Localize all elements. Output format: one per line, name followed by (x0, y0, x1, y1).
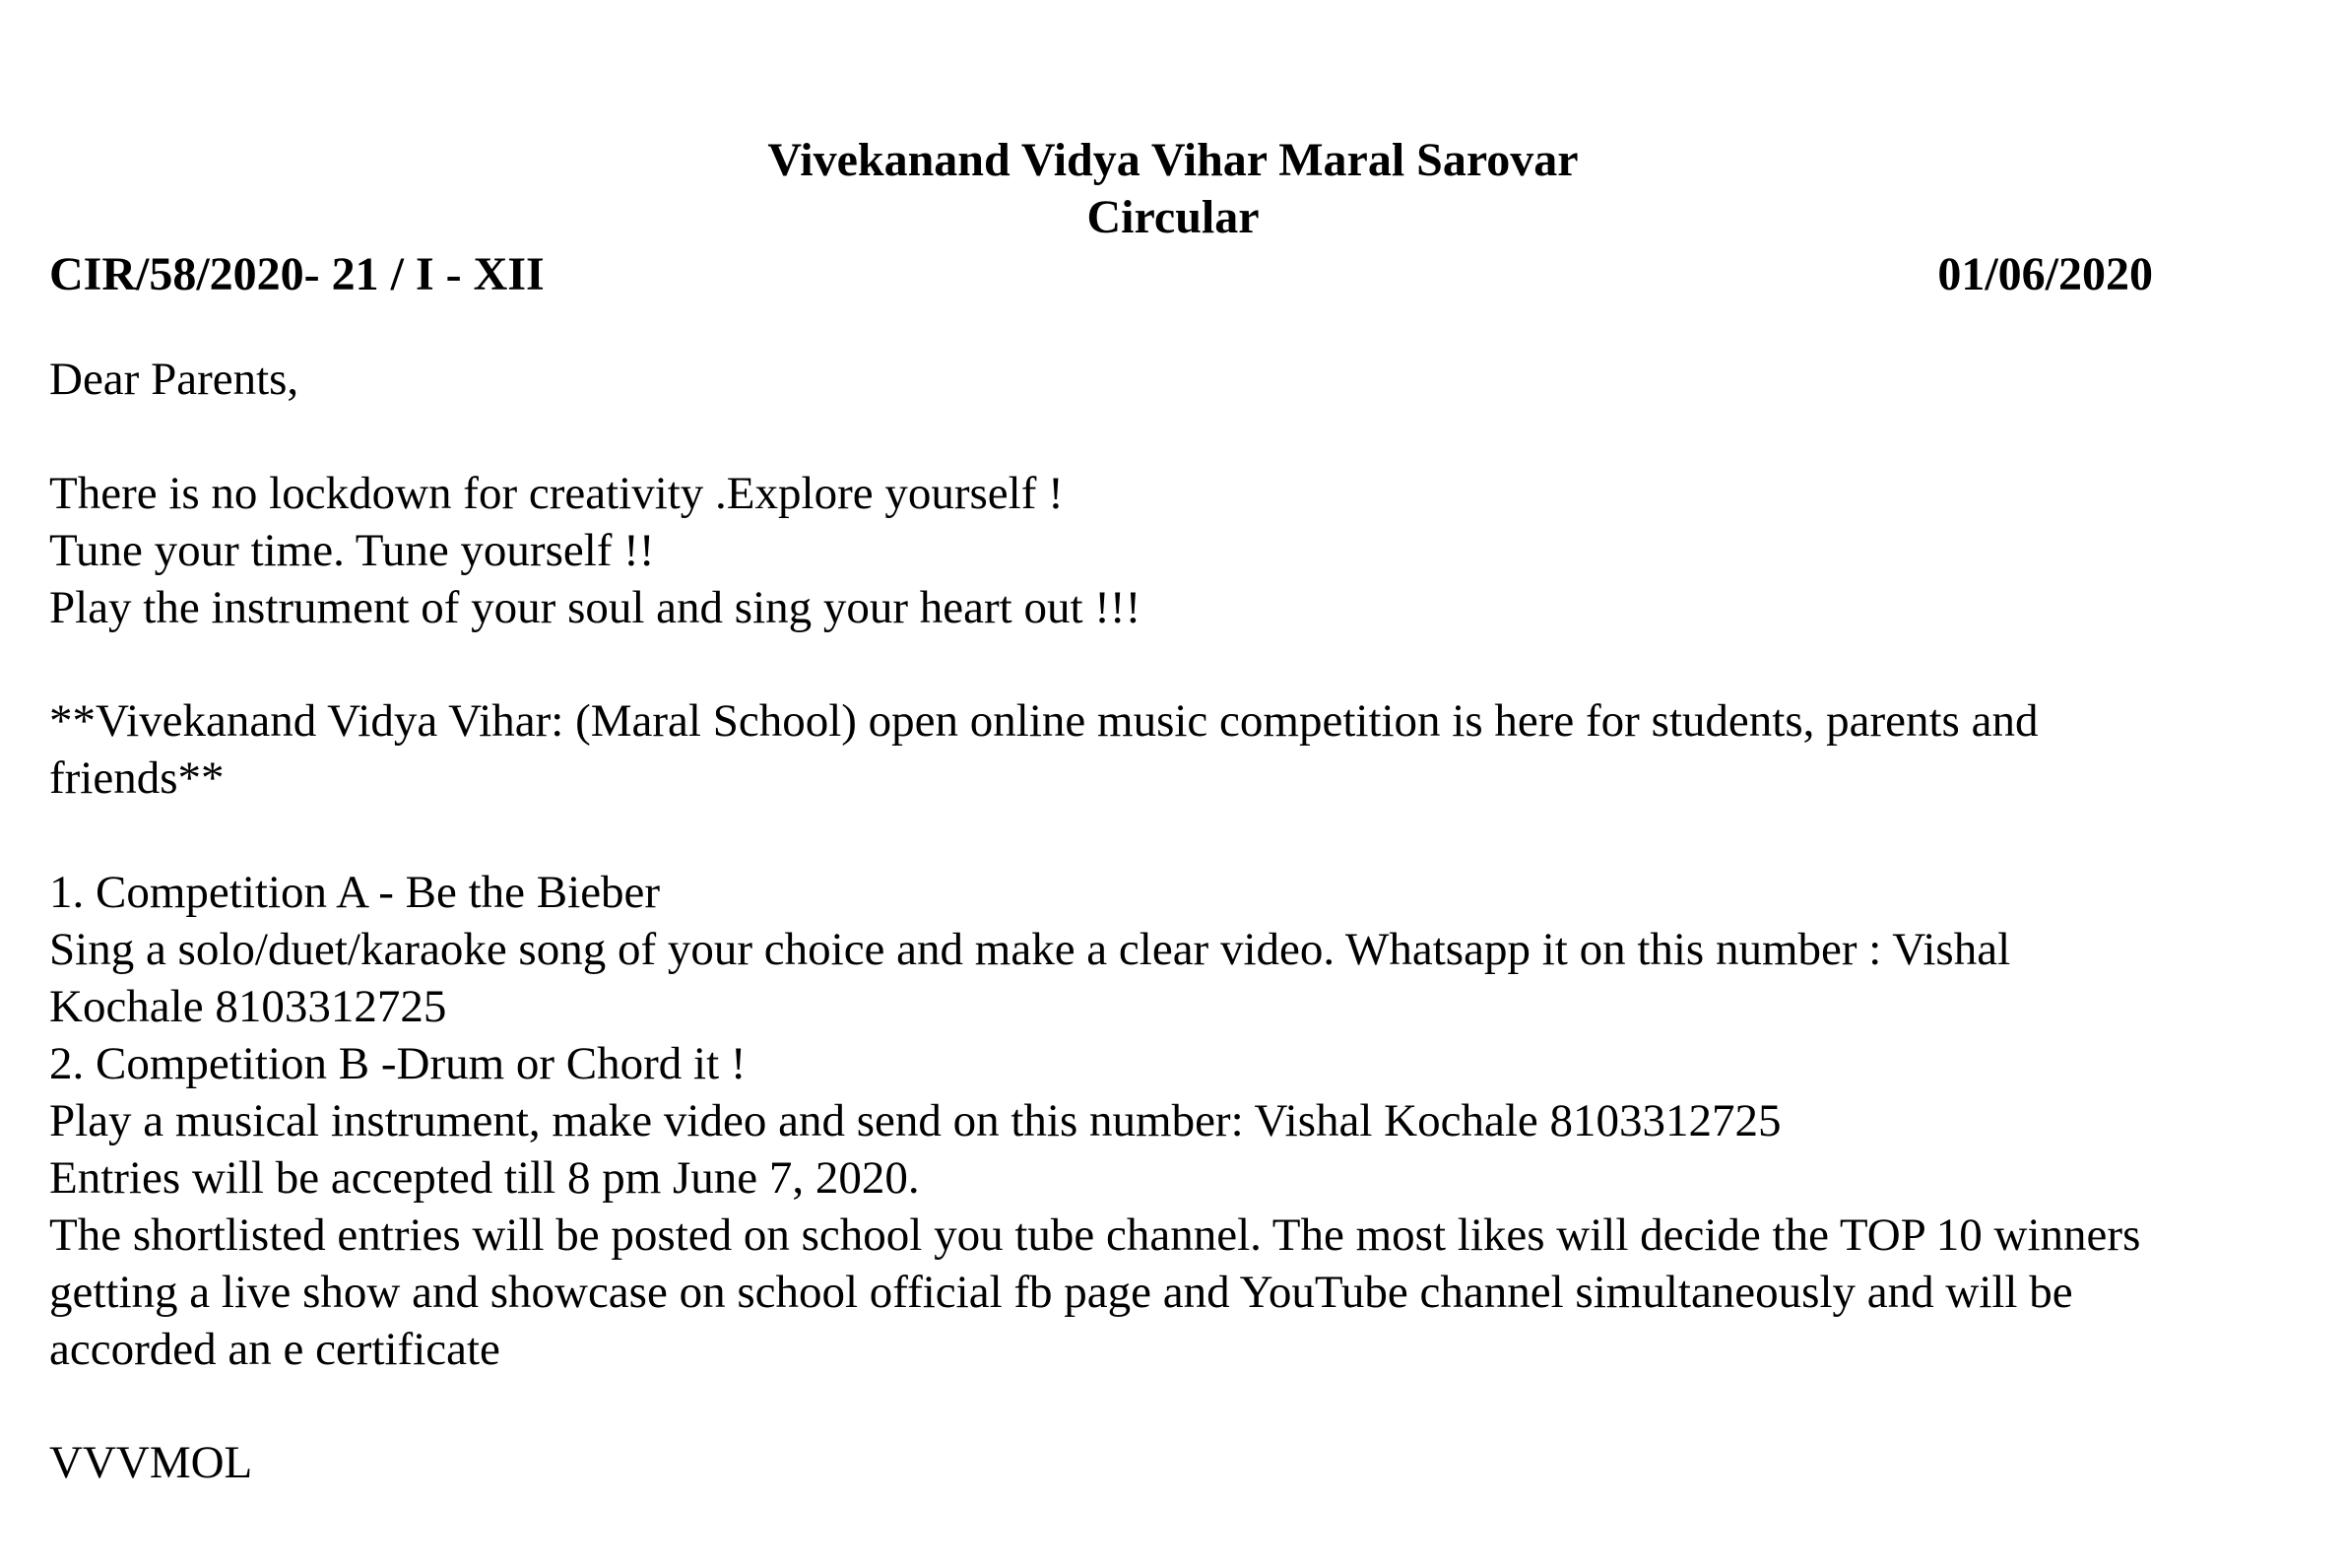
competition-details (49, 864, 2305, 1378)
document-header (0, 132, 2346, 246)
competition-a-description: Sing a solo/duet/karaoke song of your choice and make a clear video. Whatsapp it on this number : Vishal (49, 924, 2011, 975)
result-info: getting a live show and showcase on school official fb page and YouTube channel simultaneously and will be (49, 1267, 2073, 1318)
announcement-line: **Vivekanand Vidya Vihar: (Maral School) open online music competition is here for students, parents and (49, 695, 2039, 747)
competition-b-title: 2. Competition B -Drum or Chord it ! (49, 1038, 747, 1089)
competition-a-title: 1. Competition A - Be the Bieber (49, 867, 661, 918)
signoff (49, 1434, 2305, 1491)
intro-line: Tune your time. Tune yourself !! (49, 525, 655, 576)
circular-title: Circular (1086, 191, 1260, 243)
reference-row (49, 246, 2153, 303)
result-info: The shortlisted entries will be posted on school you tube channel. The most likes will decide the TOP 10 winners (49, 1209, 2141, 1261)
intro-line: There is no lockdown for creativity .Explore yourself ! (49, 468, 1064, 519)
competition-b-description: Play a musical instrument, make video and send on this number: Vishal Kochale 8103312725 (49, 1095, 1782, 1146)
salutation (49, 351, 2305, 408)
intro-paragraph (49, 465, 2305, 636)
salutation-text: Dear Parents, (49, 354, 299, 405)
intro-line: Play the instrument of your soul and sing your heart out !!! (49, 582, 1141, 633)
entry-deadline: Entries will be accepted till 8 pm June 7, 2020. (49, 1152, 920, 1204)
signoff-text: VVVMOL (49, 1437, 253, 1488)
result-info: accorded an e certificate (49, 1324, 500, 1375)
school-name: Vivekanand Vidya Vihar Maral Sarovar (767, 134, 1579, 186)
circular-reference-number: CIR/58/2020- 21 / I - XII (49, 248, 545, 300)
competition-a-description: Kochale 8103312725 (49, 981, 447, 1032)
announcement-line: friends** (49, 752, 225, 804)
announcement-paragraph (49, 692, 2305, 807)
circular-date: 01/06/2020 (1937, 248, 2153, 300)
